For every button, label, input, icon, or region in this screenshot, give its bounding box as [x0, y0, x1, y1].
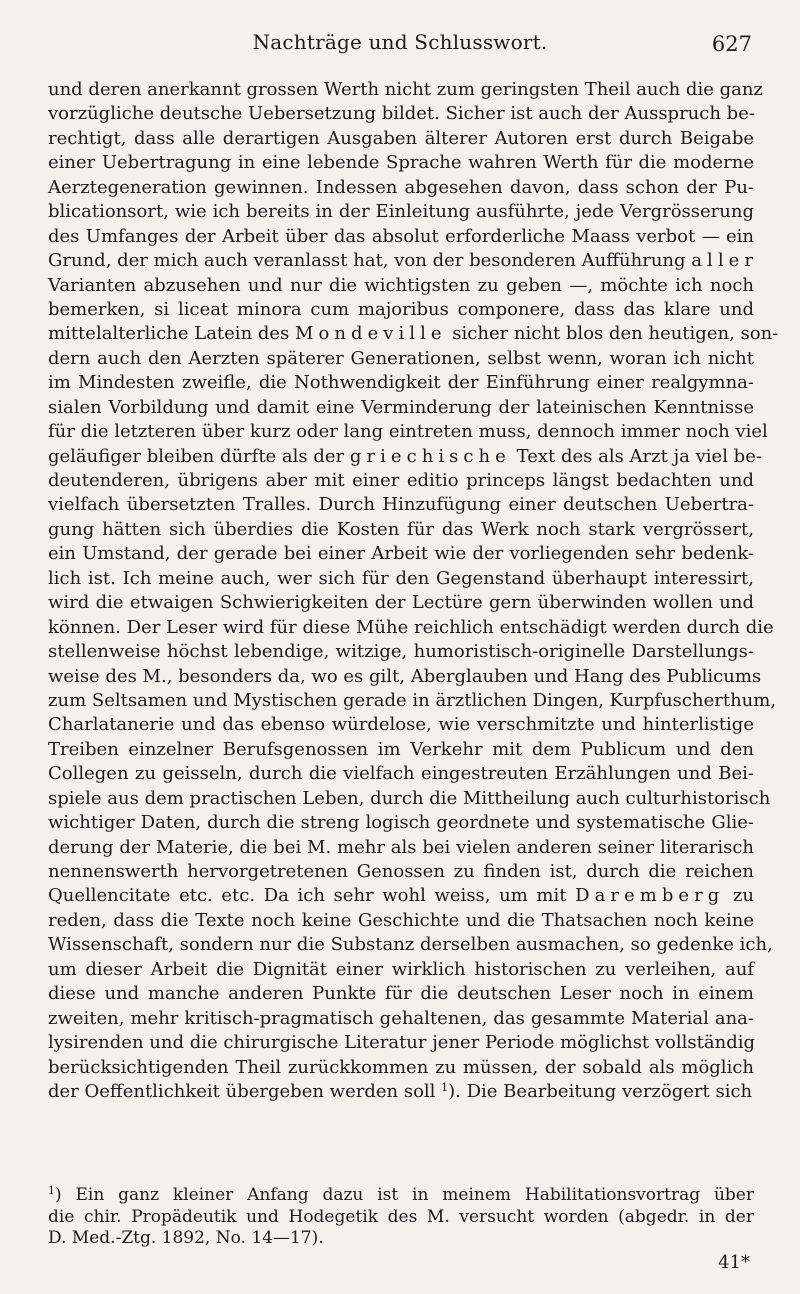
spaced-emphasis: Daremberg: [575, 885, 725, 907]
text-line: geläufiger bleiben dürfte als der griechische Text des als Arzt ja viel be-: [48, 445, 762, 467]
text-line: und deren anerkannt grossen Werth nicht zum geringsten Theil auch die ganz: [48, 79, 763, 100]
text-line: lysirenden und die chirurgische Literatur jener Periode möglichst vollständig: [48, 1032, 756, 1054]
spaced-emphasis: griechische: [349, 445, 511, 467]
text-line: dern auch den Aerzten späterer Generationen, selbst wenn, woran ich nicht: [48, 347, 754, 369]
text-segment: ) Ein ganz kleiner Anfang dazu ist in meinem Habilitationsvortrag über: [55, 1185, 754, 1205]
text-line: sialen Vorbildung und damit eine Verminderung der lateinischen Kenntnisse: [48, 396, 754, 418]
text-line-with-footnote-ref: [48, 1080, 754, 1104]
text-line: des Umfanges der Arbeit über das absolut erforderliche Maass verbot — ein: [48, 225, 754, 247]
footnote-line: D. Med.-Ztg. 1892, No. 14—17).: [48, 1228, 324, 1248]
running-head: Nachträge und Schlusswort.: [252, 30, 548, 54]
text-line: rechtigt, dass alle derartigen Ausgaben älterer Autoren erst durch Beigabe: [48, 127, 754, 149]
text-line: Grund, der mich auch veranlasst hat, von der besonderen Aufführung aller: [48, 250, 758, 272]
text-line: stellenweise höchst lebendige, witzige, humoristisch-originelle Darstellungs-: [48, 641, 754, 663]
text-line: Charlatanerie und das ebenso würdelose, wie verschmitzte und hinterlistige: [48, 714, 754, 736]
signature-mark: 41*: [718, 1252, 750, 1273]
footnote: [48, 1185, 754, 1250]
text-line: berücksichtigenden Theil zurückkommen zu müssen, der sobald als möglich: [48, 1056, 754, 1078]
text-line: Treiben einzelner Berufsgenossen im Verkehr mit dem Publicum und den: [48, 738, 754, 760]
text-line: Collegen zu geisseln, durch die vielfach eingestreuten Erzählungen und Bei-: [48, 763, 754, 785]
footnote-line: [48, 1185, 754, 1207]
footnote-reference[interactable]: 1: [441, 1080, 449, 1094]
spaced-emphasis: Mondeville: [295, 323, 447, 345]
text-line: Varianten abzusehen und nur die wichtigsten zu geben —, möchte ich noch: [48, 274, 754, 296]
text-line: Quellencitate etc. etc. Da ich sehr wohl weiss, um mit Daremberg zu: [48, 885, 754, 907]
text-line: wichtiger Daten, durch die streng logisch geordnete und systematische Glie-: [48, 812, 754, 834]
text-segment: ). Die Bearbeitung verzögert sich: [448, 1080, 753, 1102]
text-line: vorzügliche deutsche Uebersetzung bildet. Sicher ist auch der Ausspruch be-: [48, 103, 755, 125]
text-line: bemerken, si liceat minora cum majoribus componere, dass das klare und: [48, 298, 754, 320]
footnote-marker: 1: [48, 1184, 55, 1197]
text-line: zweiten, mehr kritisch-pragmatisch gehaltenen, das gesammte Material ana-: [48, 1007, 754, 1029]
text-line: blicationsort, wie ich bereits in der Einleitung ausführte, jede Vergrösserung: [48, 201, 754, 223]
text-line: vielfach übersetzten Tralles. Durch Hinzufügung einer deutschen Uebertra-: [48, 494, 754, 516]
text-line: Wissenschaft, sondern nur die Substanz derselben ausmachen, so gedenke ich,: [48, 934, 773, 956]
text-line: weise des M., besonders da, wo es gilt, Aberglauben und Hang des Publicums: [48, 665, 762, 687]
text-line: derung der Materie, die bei M. mehr als bei vielen anderen seiner literarisch: [48, 836, 754, 858]
text-line: Aerztegeneration gewinnen. Indessen abgesehen davon, dass schon der Pu-: [48, 176, 754, 198]
text-segment: der Oeffentlichkeit übergeben werden soll: [48, 1080, 436, 1102]
text-line: für die letzteren über kurz oder lang eintreten muss, dennoch immer noch viel: [48, 421, 768, 443]
text-line: im Mindesten zweifle, die Nothwendigkeit der Einführung einer realgymna-: [48, 372, 754, 394]
text-line: gung hätten sich überdies die Kosten für das Werk noch stark vergrössert,: [48, 518, 754, 540]
text-line: deutenderen, übrigens aber mit einer editio princeps längst bedachten und: [48, 470, 754, 491]
text-line: um dieser Arbeit die Dignität einer wirklich historischen zu verleihen, auf: [48, 958, 754, 980]
text-line: reden, dass die Texte noch keine Geschichte und die Thatsachen noch keine: [48, 909, 754, 931]
text-line: spiele aus dem practischen Leben, durch die Mittheilung auch culturhistorisch: [48, 787, 771, 809]
text-line: zum Seltsamen und Mystischen gerade in ärztlichen Dingen, Kurpfuscherthum,: [48, 689, 777, 711]
text-line: ein Umstand, der gerade bei einer Arbeit wie der vorliegenden sehr bedenk-: [48, 543, 754, 565]
text-line: einer Uebertragung in eine lebende Sprache wahren Werth für die moderne: [48, 152, 754, 174]
text-line: lich ist. Ich meine auch, wer sich für den Gegenstand überhaupt interessirt,: [48, 567, 754, 589]
page-number: 627: [711, 32, 752, 56]
footnote-line: die chir. Propädeutik und Hodegetik des M. versucht worden (abgedr. in der: [48, 1206, 754, 1227]
body-paragraph: [48, 78, 779, 1104]
text-line: diese und manche anderen Punkte für die deutschen Leser noch in einem: [48, 983, 754, 1005]
text-line: können. Der Leser wird für diese Mühe reichlich entschädigt werden durch die: [48, 616, 774, 638]
text-line: mittelalterliche Latein des Mondeville sicher nicht blos den heutigen, son-: [48, 323, 779, 345]
page-header: [48, 30, 752, 64]
text-line: nennenswerth hervorgetretenen Genossen zu finden ist, durch die reichen: [48, 861, 754, 882]
spaced-emphasis: aller: [691, 250, 758, 272]
text-line: wird die etwaigen Schwierigkeiten der Lectüre gern überwinden wollen und: [48, 592, 754, 614]
